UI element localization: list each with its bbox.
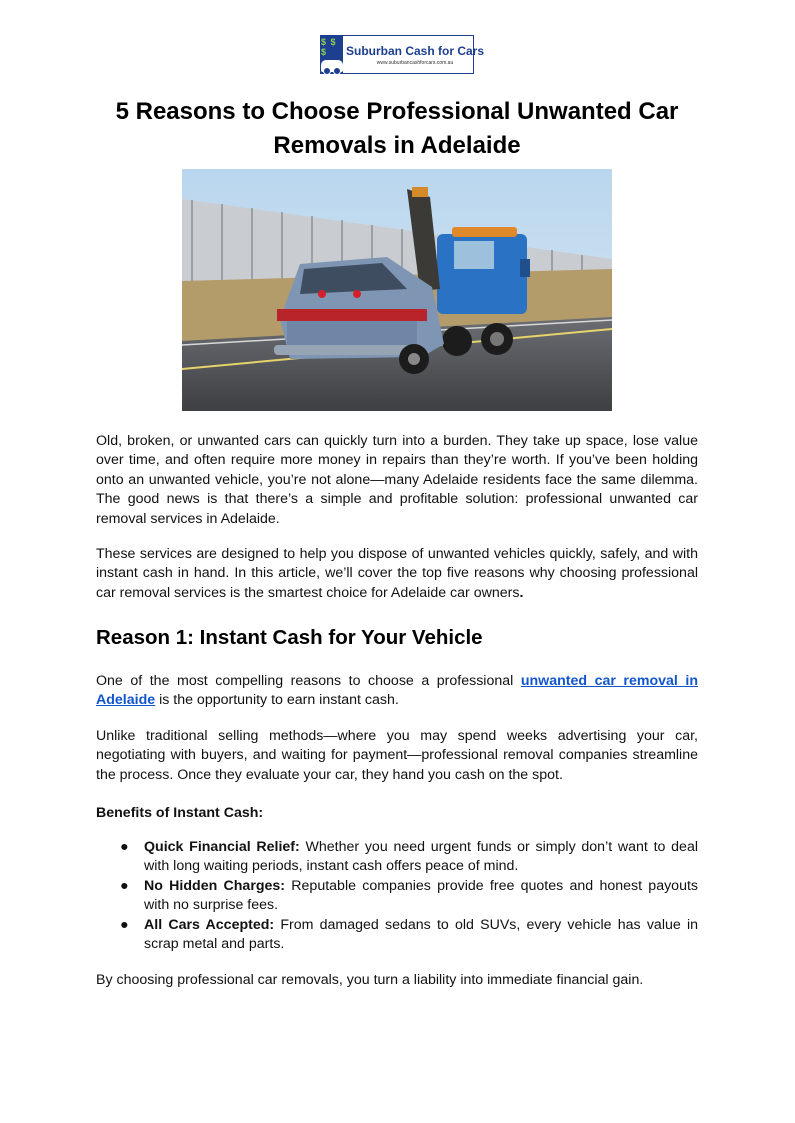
benefit-title: No Hidden Charges: xyxy=(144,877,286,894)
logo-url: www.suburbancashforcars.com.au xyxy=(376,59,454,66)
intro-paragraph-1: Old, broken, or unwanted cars can quickly turn into a burden. They take up space, lose value over time, and often require more money in repairs than they’re worth. If you’ve been holding onto an unwanted vehicle, you’re not alone—many Adelaide residents face the same dilemma. The good news is that there’s a simple and profitable solution: professional unwanted car removal services in Adelaide. xyxy=(96,433,698,527)
reason-1-p1-after: is the opportunity to earn instant cash. xyxy=(155,692,399,709)
benefit-title: All Cars Accepted: xyxy=(144,916,275,933)
benefit-text: Reputable companies provide free quotes and honest payouts with no surprise fees. xyxy=(144,877,698,914)
list-item xyxy=(96,916,698,955)
list-item xyxy=(96,877,698,916)
reason-1-heading: Reason 1: Instant Cash for Your Vehicle xyxy=(96,626,483,649)
unwanted-car-removal-link[interactable]: unwanted car removal in Adelaide xyxy=(96,673,698,709)
intro-paragraph-2 xyxy=(96,545,698,603)
logo-coins: $ $ $ xyxy=(321,37,337,57)
list-item xyxy=(96,838,698,877)
car-cash-icon xyxy=(321,36,343,73)
page-title: 5 Reasons to Choose Professional Unwanted Car Removals in Adelaide xyxy=(115,98,679,159)
benefit-text: From damaged sedans to old SUVs, every vehicle has value in scrap metal and parts. xyxy=(144,916,699,953)
logo xyxy=(320,35,485,74)
bullet-icon: ● xyxy=(120,839,129,855)
reason-1-paragraph-2: Unlike traditional selling methods—where you may spend weeks advertising your car, negotiating with buyers, and waiting for payment—professional removal companies streamline the process. Once they evaluate your car, they hand you cash on the spot. xyxy=(96,728,698,783)
reason-1-closing: By choosing professional car removals, you turn a liability into immediate financial gain. xyxy=(96,972,644,988)
tow-truck-towing-car-image xyxy=(182,169,612,411)
intro-paragraph-2-end: . xyxy=(519,584,524,601)
bullet-icon: ● xyxy=(120,916,129,933)
logo-name: Suburban Cash for Cars xyxy=(346,43,485,58)
intro-paragraph-2-text: These services are designed to help you dispose of unwanted vehicles quickly, safely, and with instant cash in hand. In this article, we’ll cover the top five reasons why choosing professional car removal services is the smartest choice for Adelaide car owners xyxy=(96,546,698,601)
reason-1-p1-before: One of the most compelling reasons to choose a professional xyxy=(96,673,521,689)
benefit-text: Whether you need urgent funds or simply don’t want to deal with long waiting periods, instant cash offers peace of mind. xyxy=(144,839,698,875)
bullet-icon: ● xyxy=(120,877,129,894)
benefits-list xyxy=(96,838,698,954)
reason-1-paragraph-1 xyxy=(96,672,698,711)
benefits-heading: Benefits of Instant Cash: xyxy=(96,805,264,821)
benefit-title: Quick Financial Relief: xyxy=(144,839,300,855)
